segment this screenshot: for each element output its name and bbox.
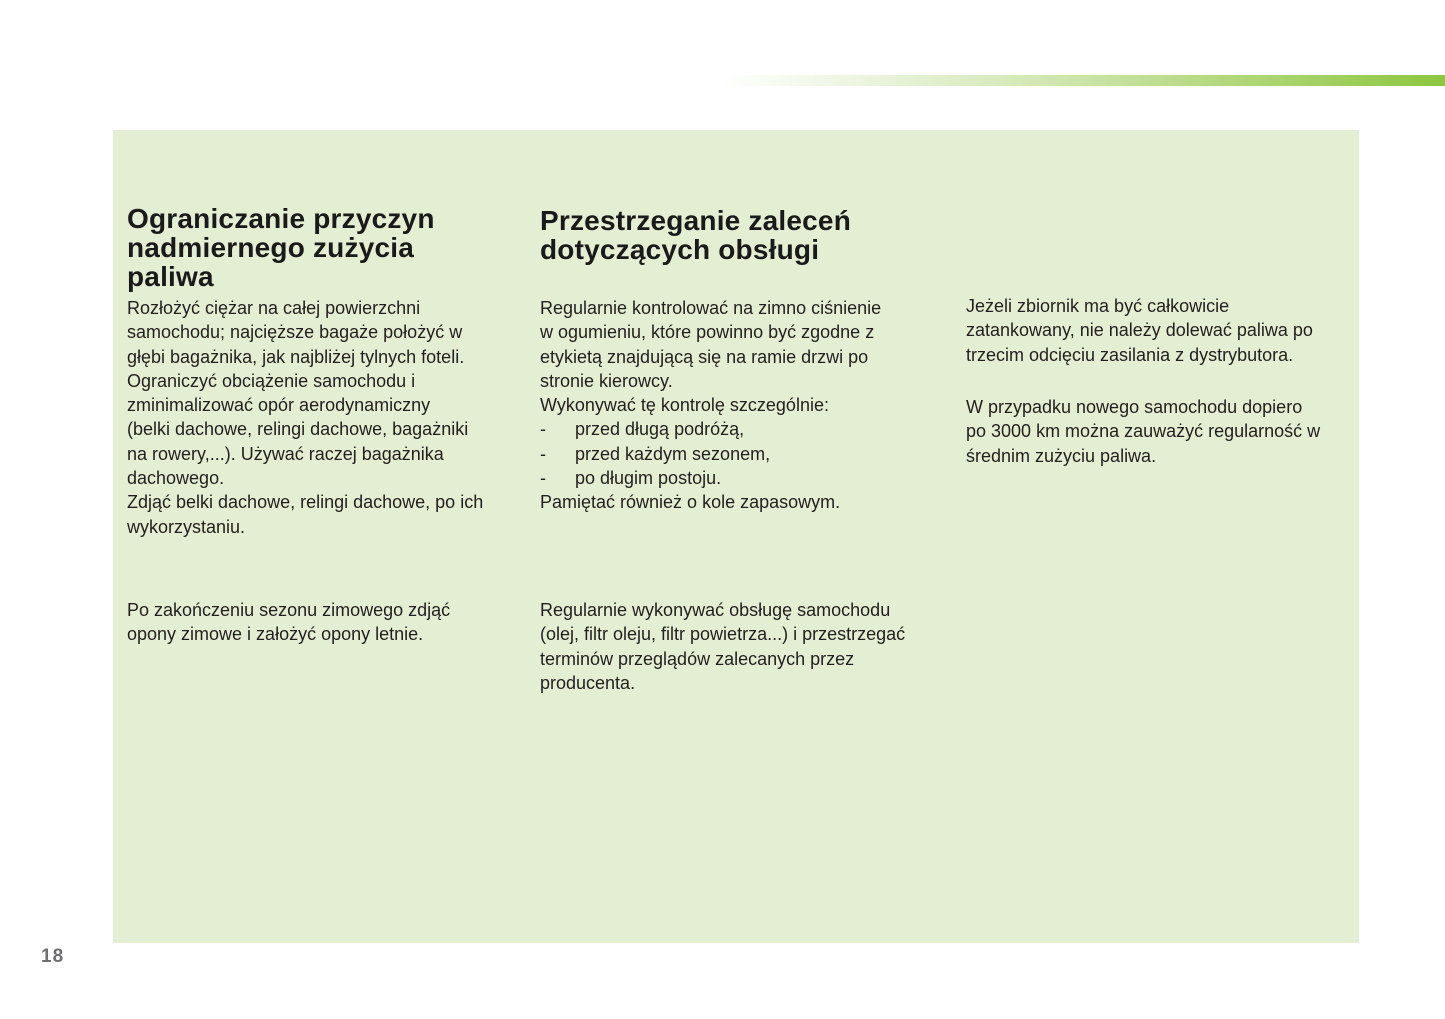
text-line: zatankowany, nie należy dolewać paliwa po <box>966 320 1313 341</box>
list-item-text: przed długą podróżą, <box>575 419 745 440</box>
paragraph-service-schedule <box>540 598 940 695</box>
text-line: po 3000 km można zauważyć regularność w <box>966 421 1321 442</box>
paragraph-new-vehicle <box>966 395 1351 468</box>
paragraph-winter-tyres <box>127 598 507 647</box>
page-number: 18 <box>41 946 65 967</box>
text-line: Rozłożyć ciężar na całej powierzchni <box>127 298 421 318</box>
text-line: Regularnie kontrolować na zimno ciśnienie <box>540 298 882 318</box>
heading-line: Ograniczanie przyczyn <box>127 203 435 234</box>
text-line: opony zimowe i założyć opony letnie. <box>127 624 424 645</box>
text-line: producenta. <box>540 672 636 693</box>
bullet-dash: - <box>540 443 546 464</box>
text-line: dachowego. <box>127 468 225 489</box>
text-line: Po zakończeniu sezonu zimowego zdjąć <box>127 600 451 620</box>
heading-line: Przestrzeganie zaleceń <box>540 205 851 236</box>
text-line: średnim zużyciu paliwa. <box>966 445 1157 466</box>
text-line: samochodu; najcięższe bagaże położyć w <box>127 322 463 343</box>
header-accent-bar <box>720 75 1445 86</box>
text-line: (olej, filtr oleju, filtr powietrza...) i przestrzegać <box>540 624 906 645</box>
list-item-text: po długim postoju. <box>575 468 722 489</box>
heading-maintenance <box>540 206 940 264</box>
list-item <box>540 442 940 466</box>
text-line: etykietą znajdującą się na ramie drzwi po <box>540 346 869 367</box>
paragraph-fuel-filling <box>966 294 1351 367</box>
text-line: Pamiętać również o kole zapasowym. <box>540 492 841 513</box>
list-item-text: przed każdym sezonem, <box>575 443 771 464</box>
list-item <box>540 417 940 441</box>
heading-line: dotyczących obsługi <box>540 234 820 265</box>
text-line: Wykonywać tę kontrolę szczególnie: <box>540 395 829 416</box>
text-line: zminimalizować opór aerodynamiczny <box>127 395 431 416</box>
text-line: Ograniczyć obciążenie samochodu i <box>127 370 416 391</box>
column-fuel-consumption <box>127 204 507 291</box>
paragraph-tyre-pressure <box>540 296 940 515</box>
heading-line: nadmiernego zużycia <box>127 232 414 263</box>
text-line: głębi bagażnika, jak najbliżej tylnych foteli. <box>127 346 465 367</box>
text-line: (belki dachowe, relingi dachowe, bagażniki <box>127 419 469 440</box>
text-line: terminów przeglądów zalecanych przez <box>540 648 855 669</box>
text-line: trzecim odcięciu zasilania z dystrybutora. <box>966 344 1294 365</box>
paragraph-load-distribution <box>127 296 507 539</box>
text-line: stronie kierowcy. <box>540 370 673 391</box>
text-line: Regularnie wykonywać obsługę samochodu <box>540 600 891 620</box>
text-line: Zdjąć belki dachowe, relingi dachowe, po ich <box>127 492 484 513</box>
bullet-dash: - <box>540 468 546 489</box>
text-line: W przypadku nowego samochodu dopiero <box>966 397 1303 417</box>
list-item <box>540 466 940 490</box>
text-line: w ogumieniu, które powinno być zgodne z <box>540 322 875 343</box>
bullet-dash: - <box>540 419 546 440</box>
column-maintenance <box>540 206 940 264</box>
heading-fuel-consumption <box>127 204 507 291</box>
text-line: Jeżeli zbiornik ma być całkowicie <box>966 296 1230 316</box>
text-line: wykorzystaniu. <box>127 516 246 537</box>
text-line: na rowery,...). Używać raczej bagażnika <box>127 443 444 464</box>
heading-line: paliwa <box>127 261 214 292</box>
